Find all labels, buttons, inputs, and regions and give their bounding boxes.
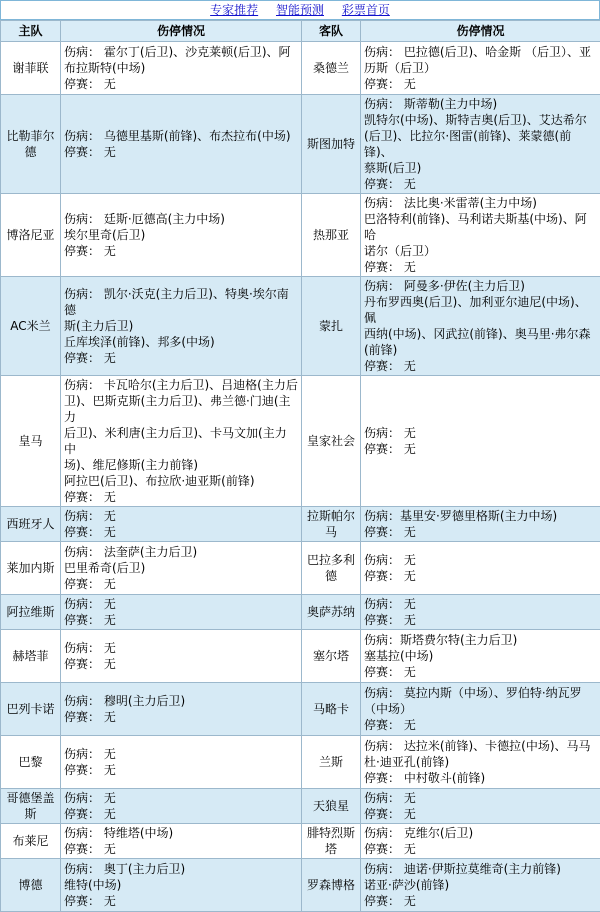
table-row bbox=[1, 542, 600, 595]
table-row bbox=[1, 507, 600, 542]
away-injury-info bbox=[361, 507, 600, 542]
table-row bbox=[1, 859, 600, 912]
injury-line: 伤病： 巴拉德(后卫)、哈金斯 （后卫）、亚 bbox=[364, 44, 597, 60]
away-injury-info bbox=[361, 277, 600, 376]
header-home-injury: 伤停情况 bbox=[61, 21, 302, 42]
table-row bbox=[1, 789, 600, 824]
injury-line: 停赛： 无 bbox=[364, 76, 597, 92]
nav-link-prediction[interactable]: 智能预测 bbox=[276, 3, 324, 17]
away-injury-info bbox=[361, 42, 600, 95]
home-team-name: 莱加内斯 bbox=[1, 542, 61, 595]
home-team-name: 布莱尼 bbox=[1, 824, 61, 859]
injury-line: 布拉斯特(中场) bbox=[64, 60, 298, 76]
home-team-name: 博德 bbox=[1, 859, 61, 912]
home-team-name: 谢菲联 bbox=[1, 42, 61, 95]
table-row bbox=[1, 595, 600, 630]
injury-line: 停赛： 无 bbox=[64, 656, 298, 672]
injury-line: 停赛： 无 bbox=[364, 893, 597, 909]
injury-line: 凯特尔(中场)、斯特吉奥(后卫)、艾达希尔 bbox=[364, 112, 597, 128]
table-row bbox=[1, 736, 600, 789]
away-injury-info bbox=[361, 194, 600, 277]
away-team-name: 巴拉多利德 bbox=[302, 542, 361, 595]
injury-line: 停赛： 无 bbox=[64, 76, 298, 92]
injury-line: 停赛： 无 bbox=[364, 664, 597, 680]
table-row bbox=[1, 630, 600, 683]
away-team-name: 兰斯 bbox=[302, 736, 361, 789]
away-team-name: 奥萨苏纳 bbox=[302, 595, 361, 630]
away-team-name: 桑德兰 bbox=[302, 42, 361, 95]
home-injury-info bbox=[61, 507, 302, 542]
injury-line: 停赛： 无 bbox=[64, 576, 298, 592]
injury-line: 历斯（后卫） bbox=[364, 60, 597, 76]
away-team-name: 斯图加特 bbox=[302, 95, 361, 194]
injury-line: 停赛： 无 bbox=[64, 893, 298, 909]
home-team-name: 赫塔菲 bbox=[1, 630, 61, 683]
header-away: 客队 bbox=[302, 21, 361, 42]
injury-line: 停赛： 无 bbox=[364, 568, 597, 584]
injury-line: 诺尔（后卫） bbox=[364, 243, 597, 259]
injury-line: (前锋) bbox=[364, 342, 597, 358]
injury-line: 伤病： 达拉米(前锋)、卡德拉(中场)、马马 bbox=[364, 738, 597, 754]
home-team-name: 博洛尼亚 bbox=[1, 194, 61, 277]
nav-link-lottery-home[interactable]: 彩票首页 bbox=[342, 3, 390, 17]
injury-line: 伤病： 克维尔(后卫) bbox=[364, 825, 597, 841]
injury-line: 丹布罗西奥(后卫)、加利亚尔迪尼(中场)、佩 bbox=[364, 294, 597, 326]
injury-line: 停赛： 中村敬斗(前锋) bbox=[364, 770, 597, 786]
home-injury-info bbox=[61, 859, 302, 912]
header-home: 主队 bbox=[1, 21, 61, 42]
away-injury-info bbox=[361, 859, 600, 912]
injury-line: 停赛： 无 bbox=[364, 524, 597, 540]
table-row bbox=[1, 194, 600, 277]
injury-line: 伤病： 无 bbox=[64, 790, 298, 806]
injury-line: 西纳(中场)、冈武拉(前锋)、奥马里·弗尔森 bbox=[364, 326, 597, 342]
injury-line: 伤病： 法奎萨(主力后卫) bbox=[64, 544, 298, 560]
injury-line: 停赛： 无 bbox=[364, 176, 597, 192]
injury-line: 伤病： 卡瓦哈尔(主力后卫)、吕迪格(主力后 bbox=[64, 377, 298, 393]
home-injury-info bbox=[61, 824, 302, 859]
injury-line: （中场） bbox=[364, 701, 597, 717]
injury-line: 杜·迪亚孔(前锋) bbox=[364, 754, 597, 770]
away-injury-info bbox=[361, 376, 600, 507]
home-injury-info bbox=[61, 277, 302, 376]
away-team-name: 天狼星 bbox=[302, 789, 361, 824]
injury-line: 伤病： 乌德里基斯(前锋)、布杰拉布(中场) bbox=[64, 128, 298, 144]
injury-line: 停赛： 无 bbox=[364, 358, 597, 374]
injury-line: 停赛： 无 bbox=[364, 612, 597, 628]
injury-line: 停赛： 无 bbox=[364, 441, 597, 457]
injury-line: 伤病： 无 bbox=[64, 508, 298, 524]
injury-line: 伤病： 廷斯·厄德高(主力中场) bbox=[64, 211, 298, 227]
injury-line: 伤病： 无 bbox=[364, 596, 597, 612]
injury-line: 场)、维尼修斯(主力前锋) bbox=[64, 457, 298, 473]
injury-line: 伤病： 无 bbox=[64, 596, 298, 612]
injury-line: 埃尔里奇(后卫) bbox=[64, 227, 298, 243]
home-team-name: 比勒菲尔德 bbox=[1, 95, 61, 194]
away-team-name: 马略卡 bbox=[302, 683, 361, 736]
injury-line: 伤病： 无 bbox=[64, 640, 298, 656]
home-injury-info bbox=[61, 736, 302, 789]
injury-line: 斯(主力后卫) bbox=[64, 318, 298, 334]
home-team-name: 西班牙人 bbox=[1, 507, 61, 542]
injury-line: 停赛： 无 bbox=[364, 841, 597, 857]
table-row bbox=[1, 683, 600, 736]
table-row bbox=[1, 95, 600, 194]
injury-line: 停赛： 无 bbox=[64, 350, 298, 366]
home-team-name: 皇马 bbox=[1, 376, 61, 507]
injury-line: 停赛： 无 bbox=[64, 144, 298, 160]
home-injury-info bbox=[61, 376, 302, 507]
away-injury-info bbox=[361, 542, 600, 595]
injury-line: 蔡斯(后卫) bbox=[364, 160, 597, 176]
injury-line: 阿拉巴(后卫)、布拉欣·迪亚斯(前锋) bbox=[64, 473, 298, 489]
injury-line: 伤病： 斯蒂勒(主力中场) bbox=[364, 96, 597, 112]
injury-line: 伤病： 阿曼多·伊佐(主力后卫) bbox=[364, 278, 597, 294]
home-team-name: 阿拉维斯 bbox=[1, 595, 61, 630]
table-header-row bbox=[1, 21, 600, 42]
injury-line: 伤病： 无 bbox=[364, 552, 597, 568]
injury-line: 停赛： 无 bbox=[64, 806, 298, 822]
table-body bbox=[1, 42, 600, 912]
injury-line: 停赛： 无 bbox=[64, 709, 298, 725]
injury-line: 丘库埃泽(前锋)、邦多(中场) bbox=[64, 334, 298, 350]
table-row bbox=[1, 376, 600, 507]
injury-line: 伤病： 无 bbox=[364, 425, 597, 441]
injury-line: 塞基拉(中场) bbox=[364, 648, 597, 664]
home-team-name: 哥德堡盖斯 bbox=[1, 789, 61, 824]
injury-line: 伤病： 莫拉内斯（中场）、罗伯特·纳瓦罗 bbox=[364, 685, 597, 701]
injury-line: 伤病： 无 bbox=[64, 746, 298, 762]
injury-line: 伤病： 无 bbox=[364, 790, 597, 806]
injury-line: 伤病： 法比奥·米雷蒂(主力中场) bbox=[364, 195, 597, 211]
home-team-name: AC米兰 bbox=[1, 277, 61, 376]
injury-line: 伤病： 霍尔丁(后卫)、沙克莱顿(后卫)、阿 bbox=[64, 44, 298, 60]
injury-table bbox=[0, 20, 600, 912]
away-injury-info bbox=[361, 595, 600, 630]
away-injury-info bbox=[361, 683, 600, 736]
home-injury-info bbox=[61, 95, 302, 194]
away-injury-info bbox=[361, 789, 600, 824]
home-injury-info bbox=[61, 542, 302, 595]
home-injury-info bbox=[61, 630, 302, 683]
injury-line: 诺亚·萨沙(前锋) bbox=[364, 877, 597, 893]
injury-line: 停赛： 无 bbox=[64, 489, 298, 505]
injury-line: 伤病： 凯尔·沃克(主力后卫)、特奥·埃尔南德 bbox=[64, 286, 298, 318]
injury-line: 停赛： 无 bbox=[364, 717, 597, 733]
injury-line: 后卫)、米利唐(主力后卫)、卡马文加(主力中 bbox=[64, 425, 298, 457]
away-team-name: 蒙扎 bbox=[302, 277, 361, 376]
table-row bbox=[1, 824, 600, 859]
away-injury-info bbox=[361, 95, 600, 194]
injury-line: 停赛： 无 bbox=[64, 524, 298, 540]
away-team-name: 皇家社会 bbox=[302, 376, 361, 507]
top-nav bbox=[0, 0, 600, 20]
injury-line: 伤病： 穆明(主力后卫) bbox=[64, 693, 298, 709]
injury-line: 伤病：斯塔费尔特(主力后卫) bbox=[364, 632, 597, 648]
away-team-name: 罗森博格 bbox=[302, 859, 361, 912]
nav-link-expert[interactable]: 专家推荐 bbox=[210, 3, 258, 17]
table-row bbox=[1, 277, 600, 376]
away-team-name: 腓特烈斯塔 bbox=[302, 824, 361, 859]
injury-line: 卫)、巴斯克斯(主力后卫)、弗兰德·门迪(主力 bbox=[64, 393, 298, 425]
home-injury-info bbox=[61, 42, 302, 95]
injury-line: 巴洛特利(前锋)、马利诺夫斯基(中场)、阿哈 bbox=[364, 211, 597, 243]
home-injury-info bbox=[61, 789, 302, 824]
injury-line: 停赛： 无 bbox=[364, 806, 597, 822]
home-injury-info bbox=[61, 595, 302, 630]
table-row bbox=[1, 42, 600, 95]
injury-line: 维特(中场) bbox=[64, 877, 298, 893]
injury-line: 停赛： 无 bbox=[64, 841, 298, 857]
away-injury-info bbox=[361, 630, 600, 683]
injury-line: 伤病： 迪诺·伊斯拉莫维奇(主力前锋) bbox=[364, 861, 597, 877]
injury-line: 停赛： 无 bbox=[64, 762, 298, 778]
away-injury-info bbox=[361, 824, 600, 859]
injury-line: (后卫)、比拉尔·图雷(前锋)、莱蒙德(前锋)、 bbox=[364, 128, 597, 160]
header-away-injury: 伤停情况 bbox=[361, 21, 600, 42]
injury-line: 伤病： 奥丁(主力后卫) bbox=[64, 861, 298, 877]
injury-line: 停赛： 无 bbox=[64, 243, 298, 259]
injury-line: 伤病：基里安·罗德里格斯(主力中场) bbox=[364, 508, 597, 524]
home-team-name: 巴列卡诺 bbox=[1, 683, 61, 736]
injury-line: 停赛： 无 bbox=[364, 259, 597, 275]
injury-line: 巴里希奇(后卫) bbox=[64, 560, 298, 576]
away-team-name: 塞尔塔 bbox=[302, 630, 361, 683]
away-injury-info bbox=[361, 736, 600, 789]
injury-line: 停赛： 无 bbox=[64, 612, 298, 628]
away-team-name: 拉斯帕尔马 bbox=[302, 507, 361, 542]
injury-line: 伤病： 特维塔(中场) bbox=[64, 825, 298, 841]
home-injury-info bbox=[61, 683, 302, 736]
home-injury-info bbox=[61, 194, 302, 277]
home-team-name: 巴黎 bbox=[1, 736, 61, 789]
away-team-name: 热那亚 bbox=[302, 194, 361, 277]
